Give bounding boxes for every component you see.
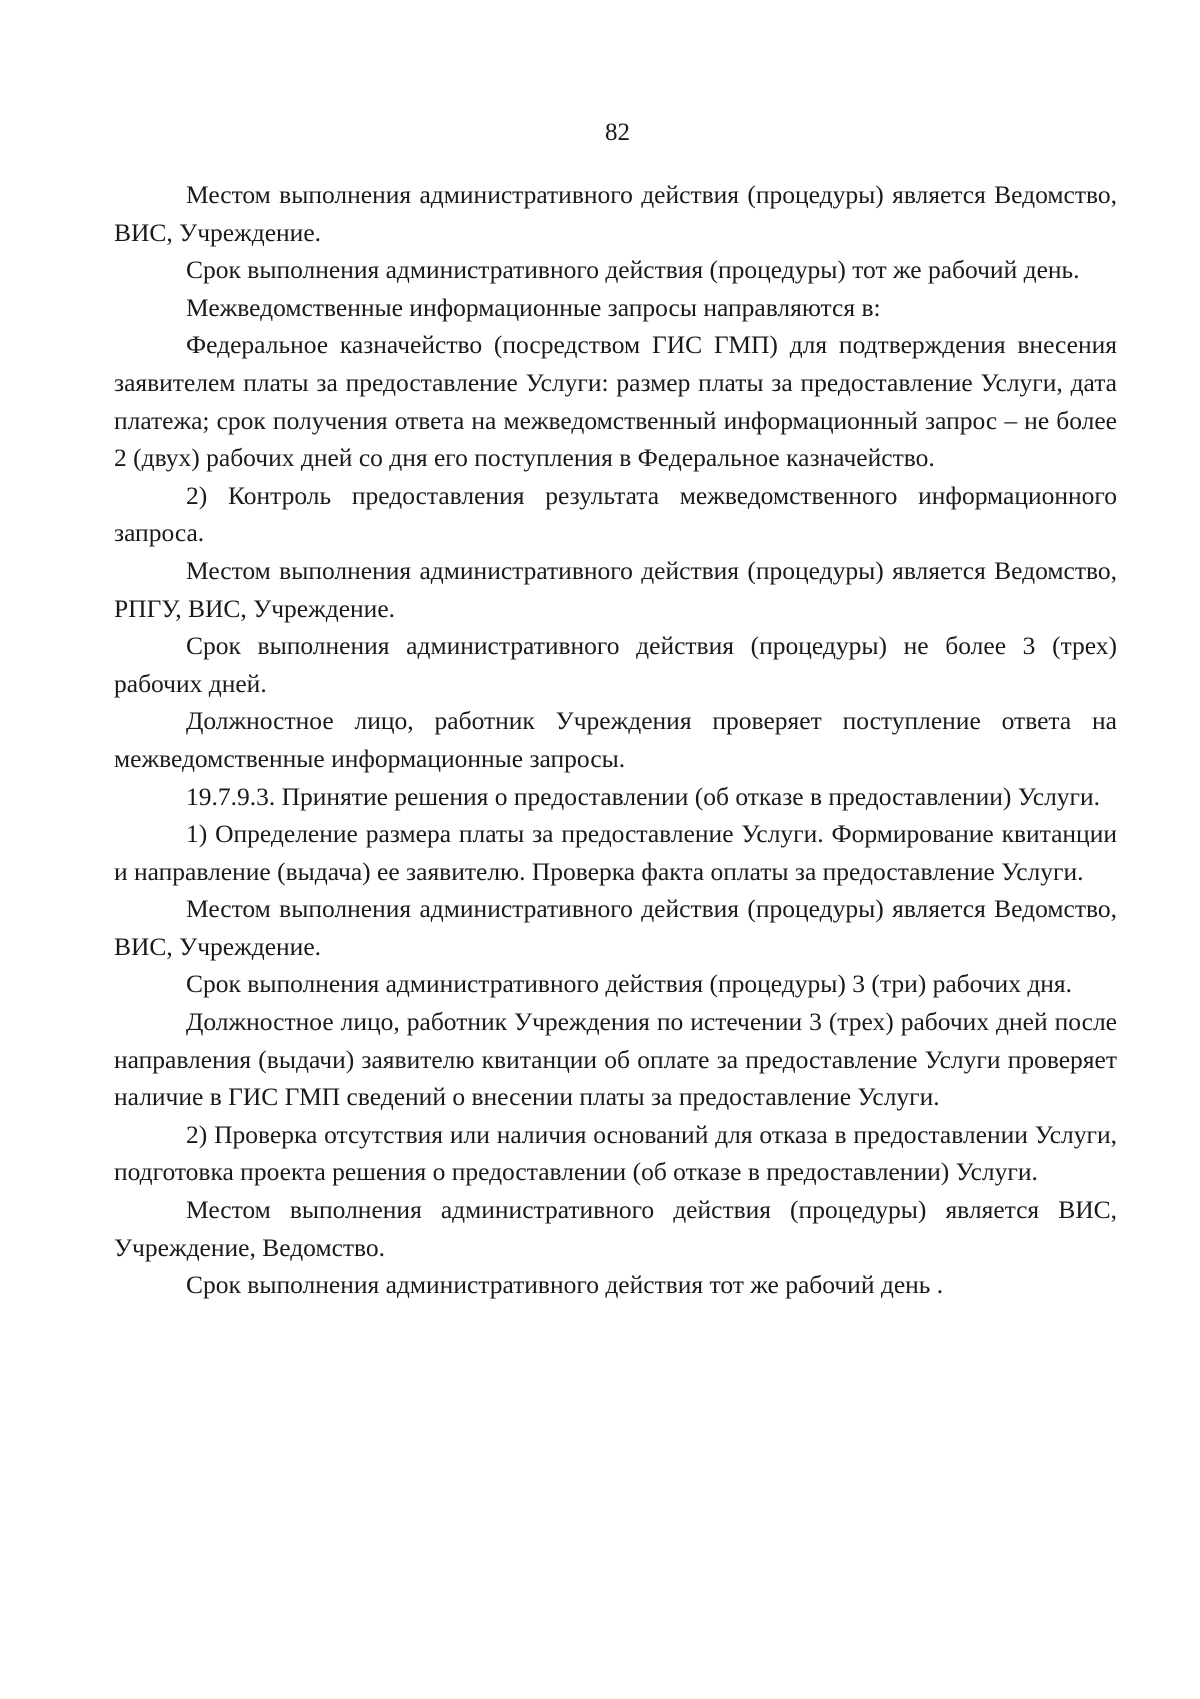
- paragraph: Федеральное казначейство (посредством ГИС ГМП) для подтверждения внесения заявителем платы за предоставление Услуги: размер платы за предоставление Услуги, дата платежа; срок получения ответа на межведомственный информационный запрос – не более 2 (двух) рабочих дней со дня его поступления в Федеральное казначейство.: [114, 330, 1117, 473]
- paragraph: Должностное лицо, работник Учреждения по истечении 3 (трех) рабочих дней после направления (выдачи) заявителю квитанции об оплате за предоставление Услуги проверяет наличие в ГИС ГМП сведений о внесении платы за предоставление Услуги.: [114, 1007, 1117, 1112]
- paragraph: 2) Проверка отсутствия или наличия оснований для отказа в предоставлении Услуги, подготовка проекта решения о предоставлении (об отказе в предоставлении) Услуги.: [114, 1119, 1117, 1187]
- paragraph: Должностное лицо, работник Учреждения проверяет поступление ответа на межведомственные информационные запросы.: [114, 706, 1117, 773]
- document-body: [114, 176, 1117, 1304]
- paragraph: Срок выполнения административного действия (процедуры) не более 3 (трех) рабочих дней.: [114, 631, 1117, 698]
- paragraph: Местом выполнения административного действия (процедуры) является Ведомство, ВИС, Учреждение.: [114, 180, 1117, 247]
- paragraph: Срок выполнения административного действия тот же рабочий день .: [186, 1270, 944, 1300]
- paragraph: Срок выполнения административного действия (процедуры) тот же рабочий день.: [186, 255, 1080, 285]
- paragraph: Срок выполнения административного действия (процедуры) 3 (три) рабочих дня.: [186, 969, 1073, 999]
- page-number: 82: [605, 119, 630, 146]
- section-heading: 19.7.9.3. Принятие решения о предоставлении (об отказе в предоставлении) Услуги.: [186, 781, 1101, 811]
- paragraph: Местом выполнения административного действия (процедуры) является Ведомство, РПГУ, ВИС, Учреждение.: [114, 555, 1117, 623]
- paragraph: 1) Определение размера платы за предоставление Услуги. Формирование квитанции и направление (выдача) ее заявителю. Проверка факта оплаты за предоставление Услуги.: [114, 819, 1117, 886]
- paragraph: Местом выполнения административного действия (процедуры) является Ведомство, ВИС, Учреждение.: [114, 894, 1117, 961]
- paragraph: 2) Контроль предоставления результата межведомственного информационного запроса.: [114, 480, 1117, 548]
- paragraph: Местом выполнения административного действия (процедуры) является ВИС, Учреждение, Ведомство.: [114, 1195, 1117, 1262]
- paragraph: Межведомственные информационные запросы направляются в:: [186, 292, 881, 322]
